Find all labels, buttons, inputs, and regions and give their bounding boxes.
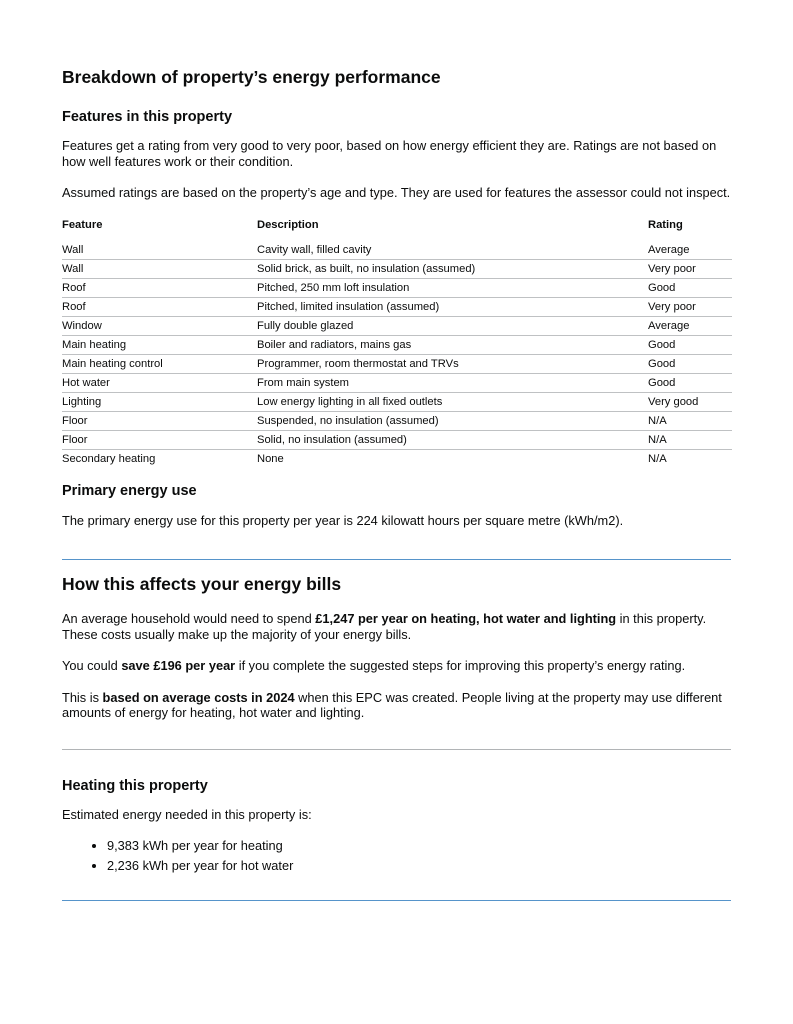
table-row (62, 335, 732, 354)
bills-p2-text-end: if you complete the suggested steps for improving this property’s energy rating. (235, 658, 686, 673)
header-feature: Feature (62, 218, 103, 231)
table-row (62, 297, 732, 316)
feature-cell: Floor (62, 411, 257, 430)
table-row (62, 354, 732, 373)
feature-cell: Wall (62, 259, 257, 278)
description-cell: Programmer, room thermostat and TRVs (257, 354, 648, 373)
bills-p2-text: You could (62, 658, 122, 673)
bills-p1-text-end: in this property. These costs usually make up the majority of your energy bills. (62, 611, 707, 642)
features-heading: Features in this property (62, 109, 233, 125)
description-cell: Low energy lighting in all fixed outlets (257, 392, 648, 411)
rating-cell: Average (648, 316, 732, 335)
feature-cell: Floor (62, 430, 257, 449)
table-row (62, 449, 732, 468)
description-cell: From main system (257, 373, 648, 392)
bills-paragraph-1 (62, 611, 731, 642)
description-cell: Fully double glazed (257, 316, 648, 335)
bills-p1-text: An average household would need to spend (62, 611, 316, 626)
feature-cell: Wall (62, 241, 257, 260)
features-intro-1: Features get a rating from very good to very poor, based on how energy efficient they are. Ratings are not based on how well features work or their condition. (62, 138, 717, 169)
feature-cell: Hot water (62, 373, 257, 392)
rating-cell: Good (648, 278, 732, 297)
description-cell: Pitched, 250 mm loft insulation (257, 278, 648, 297)
feature-cell: Secondary heating (62, 452, 156, 465)
bills-paragraph-3 (62, 690, 731, 721)
rating-cell: Good (648, 335, 732, 354)
feature-cell: Main heating (62, 335, 257, 354)
description-cell: Suspended, no insulation (assumed) (257, 411, 648, 430)
section-divider (62, 900, 731, 901)
table-row (62, 278, 732, 297)
header-description: Description (257, 218, 319, 231)
list-item: • 9,383 kWh per year for heating (107, 836, 731, 856)
table-row (62, 411, 732, 430)
heating-heading: Heating this property (62, 777, 208, 794)
heating-list (62, 836, 731, 876)
rating-cell: Very good (648, 392, 732, 411)
table-row (62, 316, 732, 335)
bills-basis: based on average costs in 2024 (102, 689, 295, 705)
description-cell: None (257, 452, 284, 465)
section-divider (62, 749, 731, 750)
feature-cell: Roof (62, 278, 257, 297)
header-rating: Rating (648, 218, 683, 231)
bills-heading: How this affects your energy bills (62, 574, 342, 594)
heating-intro: Estimated energy needed in this property is: (62, 806, 312, 822)
description-cell: Pitched, limited insulation (assumed) (257, 297, 648, 316)
features-table (62, 215, 732, 468)
bills-p3-text: This is (62, 689, 103, 705)
table-row (62, 430, 732, 449)
description-cell: Solid brick, as built, no insulation (assumed) (257, 259, 648, 278)
bills-saving: save £196 per year (121, 658, 236, 673)
table-header-row (62, 215, 732, 241)
feature-cell: Roof (62, 297, 257, 316)
rating-cell: Good (648, 373, 732, 392)
primary-energy-text: The primary energy use for this property per year is 224 kilowatt hours per square metre (kWh/m2). (62, 512, 624, 528)
features-intro-2: Assumed ratings are based on the property’s age and type. They are used for features the assessor could not inspect. (62, 185, 731, 200)
section-divider (62, 559, 731, 560)
rating-cell: Good (648, 354, 732, 373)
feature-cell: Lighting (62, 392, 257, 411)
description-cell: Solid, no insulation (assumed) (257, 430, 648, 449)
page-title: Breakdown of property’s energy performance (62, 67, 441, 87)
description-cell: Boiler and radiators, mains gas (257, 335, 648, 354)
bills-cost: £1,247 per year on heating, hot water and lighting (315, 611, 617, 626)
rating-cell: Average (648, 241, 732, 260)
primary-energy-heading: Primary energy use (62, 482, 197, 499)
rating-cell: Very poor (648, 259, 732, 278)
feature-cell: Main heating control (62, 354, 257, 373)
table-row (62, 373, 732, 392)
list-item: • 2,236 kWh per year for hot water (107, 856, 731, 876)
bills-paragraph-2 (62, 658, 731, 674)
rating-cell: N/A (648, 411, 732, 430)
bills-p3-text-end: when this EPC was created. People living at the property may use different amounts of energy for heating, hot water and lighting. (62, 689, 722, 720)
feature-cell: Window (62, 316, 257, 335)
table-row (62, 259, 732, 278)
table-row (62, 392, 732, 411)
rating-cell: N/A (648, 430, 732, 449)
rating-cell: Very poor (648, 297, 732, 316)
table-row (62, 241, 732, 260)
rating-cell: N/A (648, 452, 667, 465)
description-cell: Cavity wall, filled cavity (257, 241, 648, 260)
